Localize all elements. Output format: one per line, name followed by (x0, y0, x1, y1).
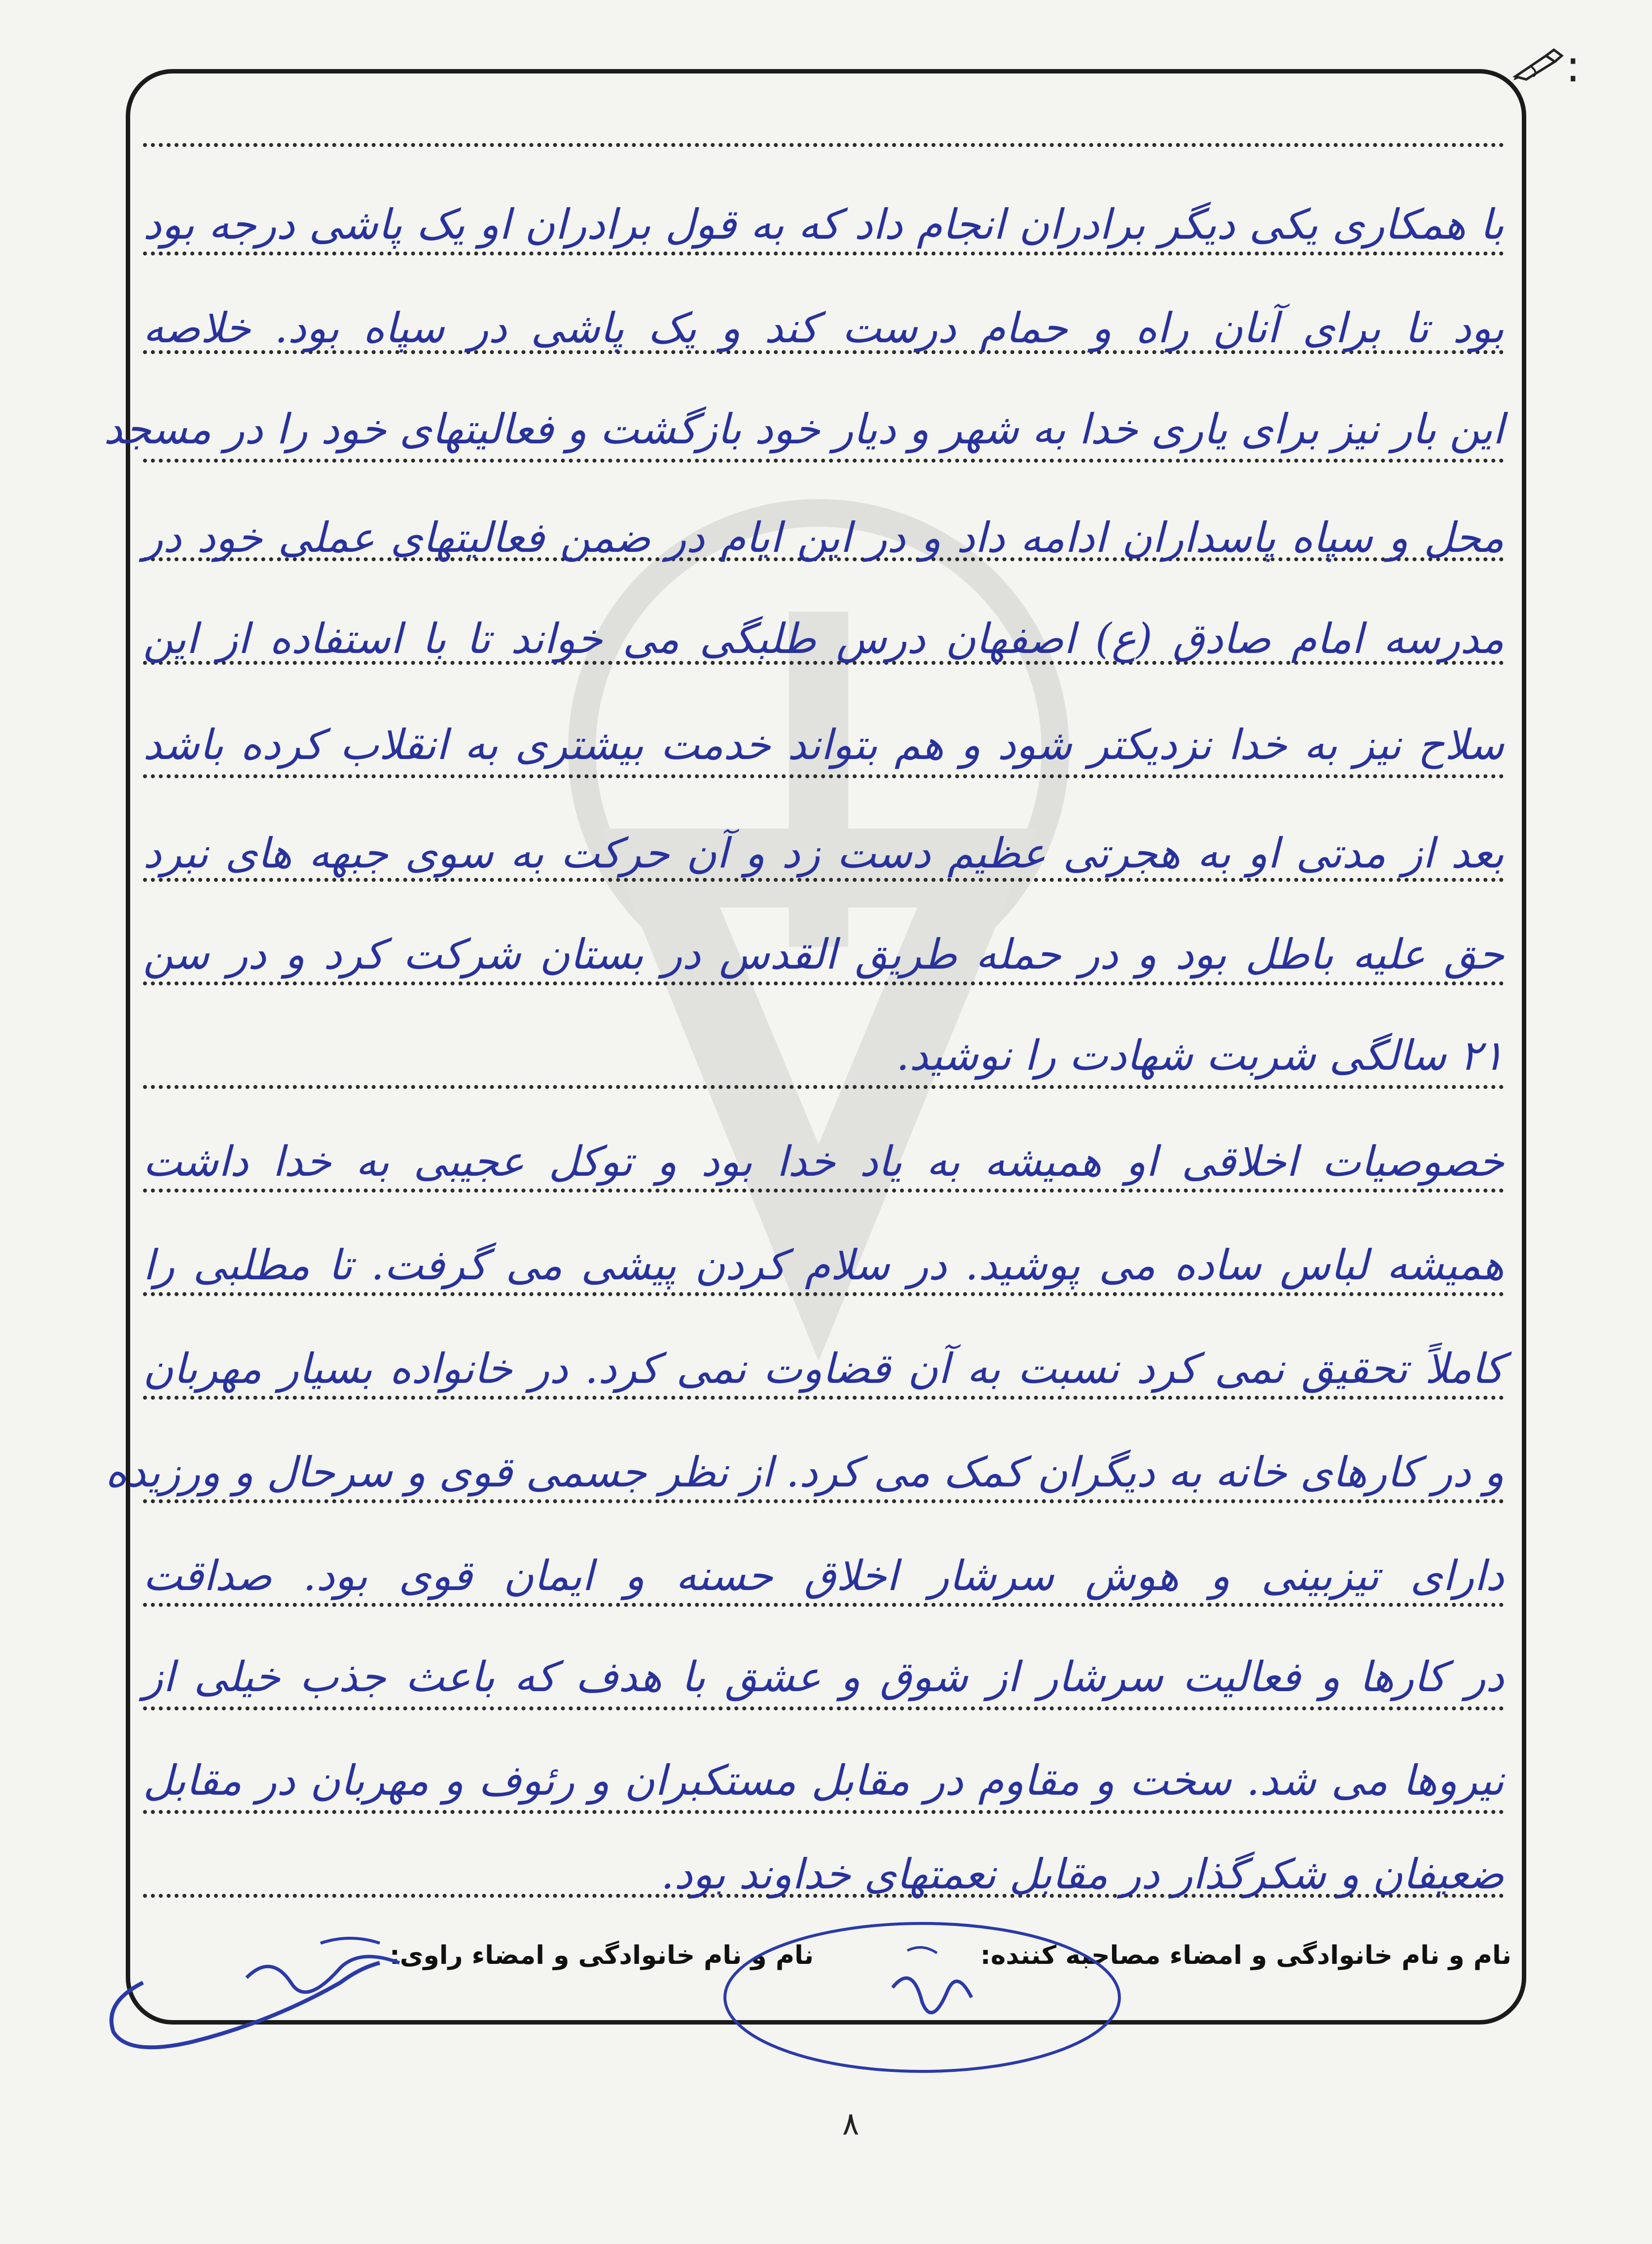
ruled-line (143, 1085, 1504, 1089)
ruled-line (143, 143, 1504, 147)
ruled-line (143, 459, 1504, 463)
ruled-line (143, 1603, 1504, 1607)
narrator-label: نام و نام خانوادگی و امضاء راوی: (390, 1941, 814, 1970)
text-line: مدرسه امام صادق (ع) اصفهان درس طلبگی می خواند تا با استفاده از این (143, 615, 1504, 663)
ruled-line (143, 774, 1504, 778)
text-line: خصوصیات اخلاقی او همیشه به یاد خدا بود و توکل عجیبی به خدا داشت (143, 1137, 1504, 1186)
text-line: بعد از مدتی او به هجرتی عظیم دست زد و آن حرکت به سوی جبهه های نبرد (143, 829, 1504, 877)
ruled-line (143, 1810, 1504, 1814)
text-line: سلاح نیز به خدا نزدیکتر شود و هم بتواند خدمت بیشتری به انقلاب کرده باشد (143, 721, 1504, 769)
text-line: با همکاری یکی دیگر برادران انجام داد که به قول برادران او یک پاشی درجه بود (143, 200, 1504, 249)
ruled-line (143, 981, 1504, 985)
text-line: ضعیفان و شکرگذار در مقابل نعمتهای خداوند بود. (661, 1850, 1504, 1898)
ruled-line (143, 1706, 1504, 1710)
text-line: ۲۱ سالگی شربت شهادت را نوشید. (896, 1031, 1504, 1080)
pen-icon (1511, 47, 1566, 81)
text-line: در کارها و فعالیت سرشار از شوق و عشق با هدف که باعث جذب خیلی از (143, 1653, 1504, 1701)
text-line: بود تا برای آنان راه و حمام درست کند و یک پاشی در سپاه بود. خلاصه (143, 304, 1504, 352)
text-line: محل و سپاه پاسداران ادامه داد و در این ایام در ضمن فعالیتهای عملی خود در (143, 513, 1504, 562)
text-line: حق علیه باطل بود و در حمله طریق القدس در بستان شرکت کرد و در سن (143, 930, 1504, 978)
interviewer-label: نام و نام خانوادگی و امضاء مصاحبه کننده: (980, 1941, 1511, 1970)
text-line: همیشه لباس ساده می پوشید. در سلام کردن پیشی می گرفت. تا مطلبی را (143, 1241, 1504, 1289)
handwritten-body (104, 0, 1504, 2244)
ruled-line (143, 1396, 1504, 1400)
text-line: نیروها می شد. سخت و مقاوم در مقابل مستکبران و رئوف و مهربان در مقابل (143, 1756, 1504, 1805)
ruled-line (143, 252, 1504, 255)
ruled-line (143, 1499, 1504, 1503)
page-number: ۸ (842, 2106, 860, 2142)
pen-colon: : (1565, 40, 1580, 92)
text-line: این بار نیز برای یاری خدا به شهر و دیار خود بازگشت و فعالیتهای خود را در مسجد (104, 405, 1504, 453)
text-line: کاملاً تحقیق نمی کرد نسبت به آن قضاوت نمی کرد. در خانواده بسیار مهربان (143, 1344, 1504, 1393)
text-line: دارای تیزبینی و هوش سرشار اخلاق حسنه و ایمان قوی بود. صداقت (143, 1552, 1504, 1600)
ruled-line (143, 1292, 1504, 1296)
ruled-line (143, 1189, 1504, 1193)
text-line: و در کارهای خانه به دیگران کمک می کرد. از نظر جسمی قوی و سرحال و ورزیده (105, 1448, 1504, 1496)
